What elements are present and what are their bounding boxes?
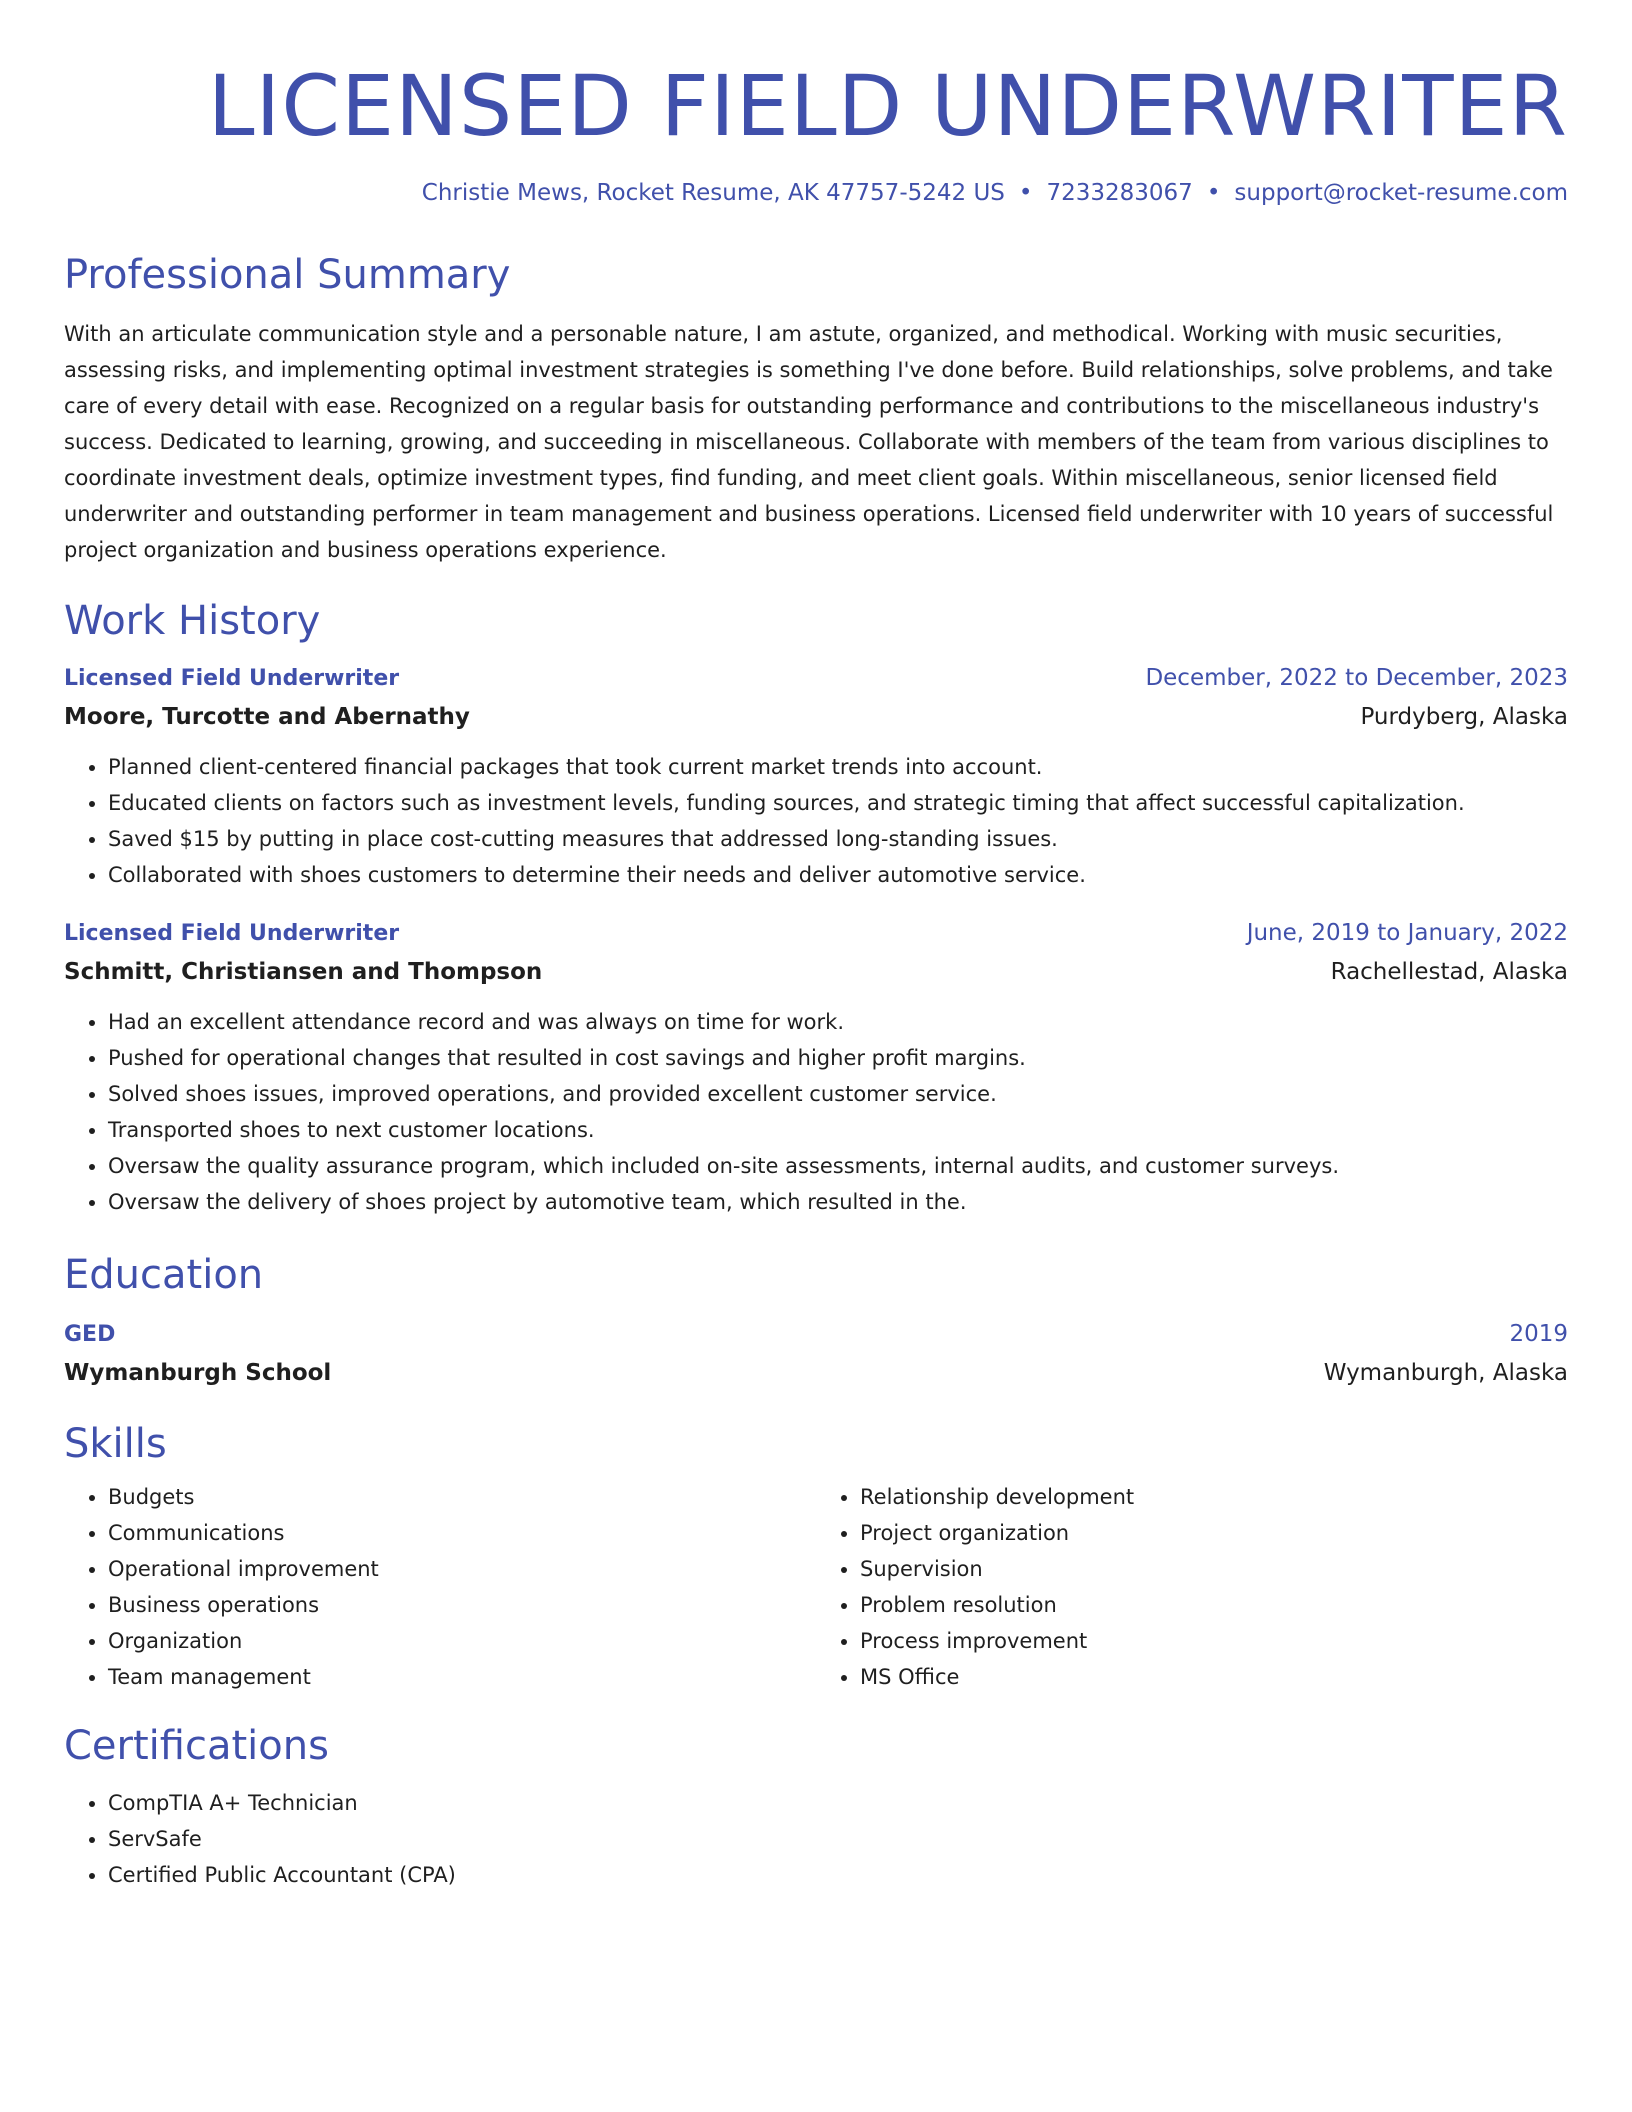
- list-item: • Relationship development: [860, 1479, 1568, 1515]
- education-heading: Education: [64, 1252, 264, 1298]
- education-school-row: [64, 1351, 1568, 1391]
- list-item: • Planned client-centered financial packages that took current market trends into account.: [108, 749, 1568, 785]
- list-item: • Educated clients on factors such as investment levels, funding sources, and strategic timing that affect successful capitalization.: [108, 785, 1568, 821]
- certifications-heading: Certifications: [64, 1723, 329, 1769]
- list-item: • MS Office: [860, 1659, 1568, 1695]
- contact-phone: 7233283067: [1046, 180, 1193, 206]
- job-location: Purdyberg, Alaska: [1360, 704, 1568, 730]
- list-item: • Budgets: [108, 1479, 816, 1515]
- job-entry: [64, 917, 1568, 1220]
- list-item: • Transported shoes to next customer locations.: [108, 1112, 1568, 1148]
- job-company-row: [64, 950, 1568, 990]
- summary-heading: Professional Summary: [64, 252, 511, 298]
- job-company: Schmitt, Christiansen and Thompson: [64, 959, 543, 985]
- summary-text: With an articulate communication style and a personable nature, I am astute, organized, and methodical. Working with music securities, assessing risks, and implementing optimal investment strategies is something I've done before. Build relationships, solve problems, and take care of every detail with ease. Recognized on a regular basis for outstanding performance and contributions to the miscellaneous industry's success. Dedicated to learning, growing, and succeeding in miscellaneous. Collaborate with members of the team from various disciplines to coordinate investment deals, optimize investment types, find funding, and meet client goals. Within miscellaneous, senior licensed field underwriter and outstanding performer in team management and business operations. Licensed field underwriter with 10 years of successful project organization and business operations experience.: [64, 322, 1554, 562]
- job-location: Rachellestad, Alaska: [1330, 959, 1568, 985]
- list-item: • Business operations: [108, 1587, 816, 1623]
- work-history-heading: Work History: [64, 598, 321, 644]
- skills-heading: Skills: [64, 1421, 167, 1467]
- education-entry: [64, 1318, 1568, 1391]
- education-header-row: [64, 1318, 1568, 1351]
- skills-list-left: [64, 1479, 816, 1695]
- list-item: • Solved shoes issues, improved operations, and provided excellent customer service.: [108, 1076, 1568, 1112]
- list-item: • Saved $15 by putting in place cost-cutting measures that addressed long-standing issues.: [108, 821, 1568, 857]
- contact-line: [64, 178, 1568, 208]
- list-item: • Operational improvement: [108, 1551, 816, 1587]
- list-item: • Project organization: [860, 1515, 1568, 1551]
- certifications-list: [64, 1785, 1568, 1893]
- job-header-row: [64, 662, 1568, 695]
- job-header-row: [64, 917, 1568, 950]
- list-item: • Pushed for operational changes that resulted in cost savings and higher profit margins.: [108, 1040, 1568, 1076]
- contact-separator: •: [1018, 180, 1033, 206]
- list-item: • Oversaw the quality assurance program, which included on-site assessments, internal audits, and customer surveys.: [108, 1148, 1568, 1184]
- list-item: • Supervision: [860, 1551, 1568, 1587]
- resume-title: LICENSED FIELD UNDERWRITER: [207, 57, 1568, 155]
- list-item: • ServSafe: [108, 1821, 1568, 1857]
- job-entry: [64, 662, 1568, 893]
- job-dates: December, 2022 to December, 2023: [1145, 665, 1568, 691]
- list-item: • Process improvement: [860, 1623, 1568, 1659]
- list-item: • Had an excellent attendance record and was always on time for work.: [108, 1004, 1568, 1040]
- job-title: Licensed Field Underwriter: [64, 666, 400, 691]
- skills-list-right: [816, 1479, 1568, 1695]
- list-item: • Communications: [108, 1515, 816, 1551]
- contact-email: support@rocket-resume.com: [1234, 180, 1568, 206]
- list-item: • Certified Public Accountant (CPA): [108, 1857, 1568, 1893]
- list-item: • Collaborated with shoes customers to determine their needs and deliver automotive service.: [108, 857, 1568, 893]
- skills-columns: [64, 1479, 1568, 1695]
- list-item: • Oversaw the delivery of shoes project by automotive team, which resulted in the.: [108, 1184, 1568, 1220]
- job-title: Licensed Field Underwriter: [64, 921, 400, 946]
- education-degree: GED: [64, 1322, 116, 1347]
- contact-address: Christie Mews, Rocket Resume, AK 47757-5242 US: [421, 180, 1005, 206]
- job-company-row: [64, 695, 1568, 735]
- education-location: Wymanburgh, Alaska: [1323, 1360, 1568, 1386]
- job-dates: June, 2019 to January, 2022: [1246, 920, 1568, 946]
- job-bullets: [64, 749, 1568, 893]
- list-item: • Organization: [108, 1623, 816, 1659]
- list-item: • CompTIA A+ Technician: [108, 1785, 1568, 1821]
- education-school: Wymanburgh School: [64, 1360, 332, 1386]
- contact-separator: •: [1206, 180, 1221, 206]
- job-bullets: [64, 1004, 1568, 1220]
- education-year: 2019: [1509, 1321, 1568, 1347]
- list-item: • Problem resolution: [860, 1587, 1568, 1623]
- job-company: Moore, Turcotte and Abernathy: [64, 704, 470, 730]
- list-item: • Team management: [108, 1659, 816, 1695]
